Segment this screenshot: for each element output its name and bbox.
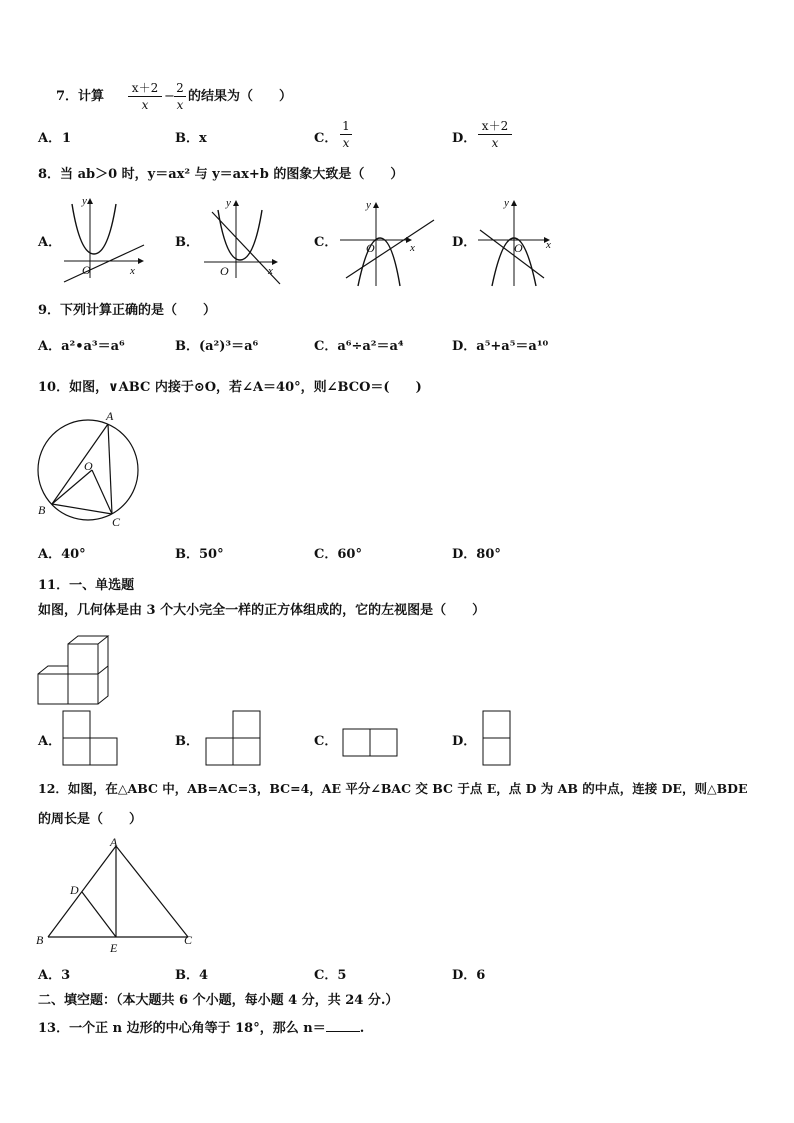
q10-option-c: C．60°	[314, 547, 362, 562]
question-11-header: 11．一、单选题	[38, 578, 135, 593]
q9-option-d: D．a⁵+a⁵＝a¹⁰	[452, 339, 549, 354]
q11-cube-solid	[36, 634, 116, 706]
q7-option-c-denominator: x	[342, 136, 350, 150]
q7-option-b-value: x	[199, 131, 207, 146]
section-2-title: 二、填空题：（本大题共 6 个小题，每小题 4 分，共 24 分.）	[38, 993, 399, 1008]
question-12-stem-line1: 12．如图，在△ABC 中，AB=AC=3，BC=4，AE 平分∠BAC 交 BC 于点 E，点 D 为 AB 的中点，连接 DE，则△BDE	[38, 781, 748, 796]
q7-option-d-numerator: x＋2	[481, 119, 509, 133]
q7-option-b-label: B．	[175, 131, 199, 146]
q7-fraction-2	[174, 81, 186, 112]
q9-option-c: C．a⁶÷a²＝a⁴	[314, 339, 404, 354]
q8-d-x-label: x	[546, 239, 551, 251]
q11-option-b-label: B．	[175, 734, 199, 749]
q7-option-a-value: 1	[62, 131, 72, 146]
q8-b-x-label: x	[268, 265, 273, 277]
q8-d-y-label: y	[504, 197, 509, 209]
q10-option-b: B．50°	[175, 547, 224, 562]
q8-d-origin-label: O	[514, 241, 523, 255]
q11-option-d-figure	[482, 710, 512, 768]
q8-option-d-label: D．	[452, 235, 477, 250]
q8-graph-b	[200, 194, 290, 284]
q7-option-c-fraction	[340, 119, 352, 150]
q7-option-d-denominator: x	[491, 136, 499, 150]
q7-option-d-fraction	[478, 119, 512, 150]
q8-c-origin-label: O	[366, 241, 375, 255]
q7-fraction-2-denominator: x	[176, 98, 184, 112]
q8-option-c-label: C．	[314, 235, 338, 250]
question-8-stem: 8．当 ab＞0 时，y＝ax² 与 y＝ax+b 的图象大致是（ ）	[38, 167, 404, 182]
question-7-number: 7．计算	[56, 89, 105, 104]
q10-label-b: B	[38, 503, 46, 517]
q10-option-a: A．40°	[38, 547, 86, 562]
question-13	[38, 1019, 364, 1037]
question-13-stem: 13．一个正 n 边形的中心角等于 18°，那么 n＝	[38, 1021, 326, 1036]
question-13-end: .	[359, 1021, 365, 1036]
q12-triangle-figure	[36, 836, 198, 958]
q8-option-a-label: A．	[38, 235, 62, 250]
q12-option-b: B．4	[175, 968, 209, 983]
q7-fraction-1-denominator: x	[141, 98, 149, 112]
q8-b-y-label: y	[226, 197, 231, 209]
question-10-stem: 10．如图，∨ABC 内接于⊙O，若∠A＝40°，则∠BCO＝( )	[38, 380, 422, 395]
q9-option-a: A．a²•a³＝a⁶	[38, 339, 125, 354]
q7-fraction-2-numerator: 2	[176, 81, 184, 95]
q11-option-d-label: D．	[452, 734, 477, 749]
q12-label-a: A	[110, 835, 118, 849]
q12-label-b: B	[36, 933, 44, 947]
q10-label-o: O	[84, 459, 93, 473]
q12-label-e: E	[110, 941, 118, 955]
q8-a-x-label: x	[130, 265, 135, 277]
q8-graph-d	[474, 194, 558, 290]
q11-option-b-figure	[204, 710, 264, 768]
q10-label-c: C	[112, 515, 121, 529]
q7-fraction-1-numerator: x＋2	[131, 81, 159, 95]
q7-minus-sign: −	[164, 89, 175, 104]
q8-c-y-label: y	[366, 199, 371, 211]
q7-option-c-numerator: 1	[342, 119, 350, 133]
q12-label-c: C	[184, 933, 193, 947]
q8-graph-a	[60, 194, 150, 280]
q12-option-d: D．6	[452, 968, 486, 983]
q11-option-a-figure	[62, 710, 120, 768]
q8-c-x-label: x	[410, 242, 415, 254]
q7-option-c-label: C．	[314, 131, 338, 146]
question-12-stem-line2: 的周长是（ ）	[38, 812, 143, 827]
q12-option-c: C．5	[314, 968, 347, 983]
q7-stem-suffix: 的结果为（ ）	[188, 89, 293, 104]
q8-graph-c	[336, 194, 440, 290]
q8-b-origin-label: O	[220, 264, 229, 278]
question-9-stem: 9．下列计算正确的是（ ）	[38, 303, 217, 318]
q7-option-d-label: D．	[452, 131, 477, 146]
q9-option-b: B．(a²)³＝a⁶	[175, 339, 259, 354]
q7-option-a-label: A．	[38, 131, 62, 146]
q8-option-b-label: B．	[175, 235, 199, 250]
q7-fraction-1	[128, 81, 162, 112]
question-11-stem: 如图，几何体是由 3 个大小完全一样的正方体组成的，它的左视图是（ ）	[38, 603, 486, 618]
q10-label-a: A	[106, 409, 114, 423]
q11-option-c-label: C．	[314, 734, 338, 749]
q8-a-y-label: y	[82, 195, 87, 207]
q12-label-d: D	[70, 883, 79, 897]
q10-option-d: D．80°	[452, 547, 501, 562]
q11-option-c-figure	[342, 728, 400, 758]
q10-circle-figure	[36, 410, 146, 528]
answer-blank[interactable]	[326, 1019, 360, 1032]
q12-option-a: A．3	[38, 968, 71, 983]
q8-a-origin-label: O	[82, 263, 91, 277]
q11-option-a-label: A．	[38, 734, 62, 749]
